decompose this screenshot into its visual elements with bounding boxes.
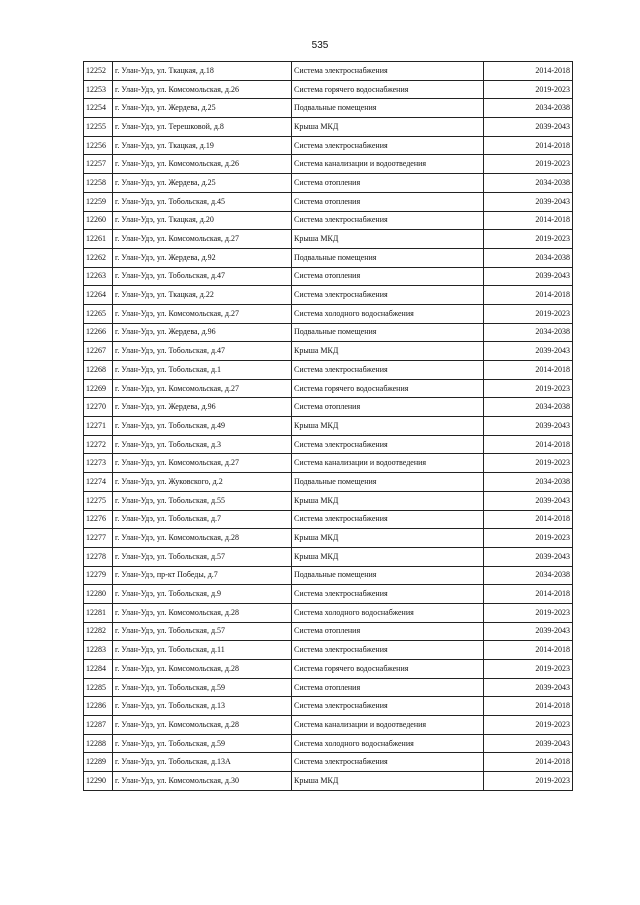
system-cell: Система канализации и водоотведения	[292, 716, 484, 735]
table-row	[84, 678, 573, 697]
table-row	[84, 622, 573, 641]
period-cell: 2014-2018	[484, 641, 573, 660]
table-row	[84, 547, 573, 566]
row-number-cell: 12268	[84, 361, 113, 380]
period-cell: 2019-2023	[484, 155, 573, 174]
table-row	[84, 379, 573, 398]
address-cell: г. Улан-Удэ, ул. Комсомольская, д.27	[113, 454, 292, 473]
system-cell: Система электроснабжения	[292, 136, 484, 155]
row-number-cell: 12264	[84, 286, 113, 305]
row-number-cell: 12271	[84, 417, 113, 436]
period-cell: 2014-2018	[484, 435, 573, 454]
system-cell: Крыша МКД	[292, 417, 484, 436]
address-cell: г. Улан-Удэ, ул. Тобольская, д.59	[113, 678, 292, 697]
row-number-cell: 12286	[84, 697, 113, 716]
address-cell: г. Улан-Удэ, ул. Тобольская, д.7	[113, 510, 292, 529]
row-number-cell: 12287	[84, 716, 113, 735]
period-cell: 2039-2043	[484, 491, 573, 510]
table-row	[84, 174, 573, 193]
address-cell: г. Улан-Удэ, ул. Тобольская, д.9	[113, 585, 292, 604]
period-cell: 2039-2043	[484, 192, 573, 211]
system-cell: Система электроснабжения	[292, 62, 484, 81]
system-cell: Система электроснабжения	[292, 753, 484, 772]
system-cell: Крыша МКД	[292, 529, 484, 548]
period-cell: 2034-2038	[484, 174, 573, 193]
address-cell: г. Улан-Удэ, ул. Тобольская, д.55	[113, 491, 292, 510]
table-row	[84, 454, 573, 473]
table-row	[84, 304, 573, 323]
address-cell: г. Улан-Удэ, ул. Тобольская, д.45	[113, 192, 292, 211]
system-cell: Подвальные помещения	[292, 473, 484, 492]
address-cell: г. Улан-Удэ, ул. Тобольская, д.57	[113, 547, 292, 566]
table-row	[84, 603, 573, 622]
system-cell: Система канализации и водоотведения	[292, 454, 484, 473]
system-cell: Система горячего водоснабжения	[292, 80, 484, 99]
row-number-cell: 12274	[84, 473, 113, 492]
system-cell: Подвальные помещения	[292, 99, 484, 118]
table-row	[84, 99, 573, 118]
period-cell: 2014-2018	[484, 361, 573, 380]
system-cell: Крыша МКД	[292, 118, 484, 137]
system-cell: Крыша МКД	[292, 547, 484, 566]
system-cell: Подвальные помещения	[292, 566, 484, 585]
table-row	[84, 267, 573, 286]
row-number-cell: 12265	[84, 304, 113, 323]
address-cell: г. Улан-Удэ, ул. Ткацкая, д.20	[113, 211, 292, 230]
table-row	[84, 342, 573, 361]
table-row	[84, 435, 573, 454]
period-cell: 2019-2023	[484, 230, 573, 249]
table-row	[84, 697, 573, 716]
period-cell: 2014-2018	[484, 697, 573, 716]
period-cell: 2019-2023	[484, 304, 573, 323]
system-cell: Система отопления	[292, 398, 484, 417]
period-cell: 2014-2018	[484, 62, 573, 81]
row-number-cell: 12278	[84, 547, 113, 566]
period-cell: 2019-2023	[484, 529, 573, 548]
row-number-cell: 12273	[84, 454, 113, 473]
page-number: 535	[311, 40, 329, 51]
address-cell: г. Улан-Удэ, ул. Комсомольская, д.27	[113, 230, 292, 249]
registry-table-body	[84, 62, 573, 791]
table-row	[84, 398, 573, 417]
system-cell: Система электроснабжения	[292, 641, 484, 660]
system-cell: Крыша МКД	[292, 491, 484, 510]
period-cell: 2019-2023	[484, 716, 573, 735]
address-cell: г. Улан-Удэ, ул. Жердева, д.25	[113, 174, 292, 193]
system-cell: Система канализации и водоотведения	[292, 155, 484, 174]
system-cell: Система холодного водоснабжения	[292, 734, 484, 753]
table-row	[84, 660, 573, 679]
period-cell: 2019-2023	[484, 379, 573, 398]
system-cell: Система электроснабжения	[292, 510, 484, 529]
address-cell: г. Улан-Удэ, ул. Тобольская, д.1	[113, 361, 292, 380]
period-cell: 2019-2023	[484, 772, 573, 791]
system-cell: Крыша МКД	[292, 230, 484, 249]
row-number-cell: 12254	[84, 99, 113, 118]
system-cell: Система электроснабжения	[292, 435, 484, 454]
table-row	[84, 734, 573, 753]
row-number-cell: 12276	[84, 510, 113, 529]
table-row	[84, 417, 573, 436]
period-cell: 2039-2043	[484, 547, 573, 566]
address-cell: г. Улан-Удэ, ул. Терешковой, д.8	[113, 118, 292, 137]
row-number-cell: 12253	[84, 80, 113, 99]
address-cell: г. Улан-Удэ, ул. Ткацкая, д.18	[113, 62, 292, 81]
period-cell: 2034-2038	[484, 99, 573, 118]
period-cell: 2039-2043	[484, 734, 573, 753]
address-cell: г. Улан-Удэ, ул. Жердева, д.92	[113, 248, 292, 267]
table-row	[84, 361, 573, 380]
registry-table	[83, 61, 573, 791]
period-cell: 2034-2038	[484, 248, 573, 267]
period-cell: 2039-2043	[484, 417, 573, 436]
table-row	[84, 529, 573, 548]
period-cell: 2019-2023	[484, 603, 573, 622]
address-cell: г. Улан-Удэ, ул. Комсомольская, д.27	[113, 379, 292, 398]
table-row	[84, 136, 573, 155]
row-number-cell: 12280	[84, 585, 113, 604]
address-cell: г. Улан-Удэ, ул. Тобольская, д.3	[113, 435, 292, 454]
system-cell: Подвальные помещения	[292, 323, 484, 342]
table-row	[84, 80, 573, 99]
row-number-cell: 12281	[84, 603, 113, 622]
row-number-cell: 12256	[84, 136, 113, 155]
address-cell: г. Улан-Удэ, ул. Тобольская, д.57	[113, 622, 292, 641]
row-number-cell: 12263	[84, 267, 113, 286]
table-row	[84, 566, 573, 585]
table-row	[84, 62, 573, 81]
system-cell: Система холодного водоснабжения	[292, 603, 484, 622]
system-cell: Система отопления	[292, 678, 484, 697]
period-cell: 2039-2043	[484, 342, 573, 361]
address-cell: г. Улан-Удэ, ул. Комсомольская, д.28	[113, 716, 292, 735]
system-cell: Система электроснабжения	[292, 211, 484, 230]
system-cell: Система холодного водоснабжения	[292, 304, 484, 323]
row-number-cell: 12279	[84, 566, 113, 585]
row-number-cell: 12269	[84, 379, 113, 398]
address-cell: г. Улан-Удэ, ул. Комсомольская, д.28	[113, 660, 292, 679]
row-number-cell: 12285	[84, 678, 113, 697]
row-number-cell: 12283	[84, 641, 113, 660]
table-row	[84, 192, 573, 211]
table-row	[84, 772, 573, 791]
address-cell: г. Улан-Удэ, ул. Тобольская, д.13	[113, 697, 292, 716]
address-cell: г. Улан-Удэ, ул. Жуковского, д.2	[113, 473, 292, 492]
system-cell: Крыша МКД	[292, 342, 484, 361]
table-row	[84, 155, 573, 174]
row-number-cell: 12261	[84, 230, 113, 249]
address-cell: г. Улан-Удэ, ул. Комсомольская, д.28	[113, 603, 292, 622]
address-cell: г. Улан-Удэ, ул. Тобольская, д.49	[113, 417, 292, 436]
table-row	[84, 473, 573, 492]
period-cell: 2014-2018	[484, 211, 573, 230]
row-number-cell: 12290	[84, 772, 113, 791]
period-cell: 2034-2038	[484, 473, 573, 492]
address-cell: г. Улан-Удэ, ул. Тобольская, д.13А	[113, 753, 292, 772]
table-row	[84, 491, 573, 510]
table-row	[84, 753, 573, 772]
row-number-cell: 12260	[84, 211, 113, 230]
row-number-cell: 12262	[84, 248, 113, 267]
row-number-cell: 12289	[84, 753, 113, 772]
table-row	[84, 118, 573, 137]
table-row	[84, 230, 573, 249]
row-number-cell: 12257	[84, 155, 113, 174]
row-number-cell: 12252	[84, 62, 113, 81]
row-number-cell: 12267	[84, 342, 113, 361]
period-cell: 2014-2018	[484, 510, 573, 529]
period-cell: 2039-2043	[484, 622, 573, 641]
row-number-cell: 12288	[84, 734, 113, 753]
address-cell: г. Улан-Удэ, ул. Комсомольская, д.26	[113, 155, 292, 174]
period-cell: 2039-2043	[484, 267, 573, 286]
address-cell: г. Улан-Удэ, ул. Жердева, д.96	[113, 323, 292, 342]
row-number-cell: 12275	[84, 491, 113, 510]
period-cell: 2019-2023	[484, 80, 573, 99]
period-cell: 2014-2018	[484, 286, 573, 305]
period-cell: 2034-2038	[484, 566, 573, 585]
period-cell: 2034-2038	[484, 323, 573, 342]
address-cell: г. Улан-Удэ, ул. Жердева, д.96	[113, 398, 292, 417]
row-number-cell: 12266	[84, 323, 113, 342]
period-cell: 2014-2018	[484, 585, 573, 604]
row-number-cell: 12255	[84, 118, 113, 137]
system-cell: Система электроснабжения	[292, 585, 484, 604]
address-cell: г. Улан-Удэ, ул. Комсомольская, д.28	[113, 529, 292, 548]
system-cell: Система отопления	[292, 267, 484, 286]
row-number-cell: 12258	[84, 174, 113, 193]
table-row	[84, 211, 573, 230]
period-cell: 2019-2023	[484, 454, 573, 473]
address-cell: г. Улан-Удэ, ул. Тобольская, д.47	[113, 342, 292, 361]
period-cell: 2039-2043	[484, 678, 573, 697]
system-cell: Подвальные помещения	[292, 248, 484, 267]
system-cell: Система электроснабжения	[292, 286, 484, 305]
system-cell: Система электроснабжения	[292, 361, 484, 380]
period-cell: 2014-2018	[484, 753, 573, 772]
period-cell: 2039-2043	[484, 118, 573, 137]
system-cell: Система электроснабжения	[292, 697, 484, 716]
address-cell: г. Улан-Удэ, ул. Комсомольская, д.27	[113, 304, 292, 323]
row-number-cell: 12282	[84, 622, 113, 641]
address-cell: г. Улан-Удэ, ул. Тобольская, д.11	[113, 641, 292, 660]
address-cell: г. Улан-Удэ, ул. Жердева, д.25	[113, 99, 292, 118]
table-row	[84, 286, 573, 305]
address-cell: г. Улан-Удэ, ул. Ткацкая, д.22	[113, 286, 292, 305]
address-cell: г. Улан-Удэ, ул. Комсомольская, д.26	[113, 80, 292, 99]
system-cell: Система отопления	[292, 622, 484, 641]
address-cell: г. Улан-Удэ, ул. Тобольская, д.59	[113, 734, 292, 753]
system-cell: Система отопления	[292, 174, 484, 193]
table-row	[84, 323, 573, 342]
row-number-cell: 12284	[84, 660, 113, 679]
table-row	[84, 641, 573, 660]
row-number-cell: 12270	[84, 398, 113, 417]
system-cell: Крыша МКД	[292, 772, 484, 791]
address-cell: г. Улан-Удэ, ул. Комсомольская, д.30	[113, 772, 292, 791]
address-cell: г. Улан-Удэ, пр-кт Победы, д.7	[113, 566, 292, 585]
table-row	[84, 716, 573, 735]
table-row	[84, 510, 573, 529]
table-row	[84, 585, 573, 604]
address-cell: г. Улан-Удэ, ул. Ткацкая, д.19	[113, 136, 292, 155]
system-cell: Система горячего водоснабжения	[292, 379, 484, 398]
system-cell: Система отопления	[292, 192, 484, 211]
period-cell: 2034-2038	[484, 398, 573, 417]
row-number-cell: 12272	[84, 435, 113, 454]
system-cell: Система горячего водоснабжения	[292, 660, 484, 679]
period-cell: 2019-2023	[484, 660, 573, 679]
row-number-cell: 12259	[84, 192, 113, 211]
row-number-cell: 12277	[84, 529, 113, 548]
address-cell: г. Улан-Удэ, ул. Тобольская, д.47	[113, 267, 292, 286]
table-row	[84, 248, 573, 267]
period-cell: 2014-2018	[484, 136, 573, 155]
